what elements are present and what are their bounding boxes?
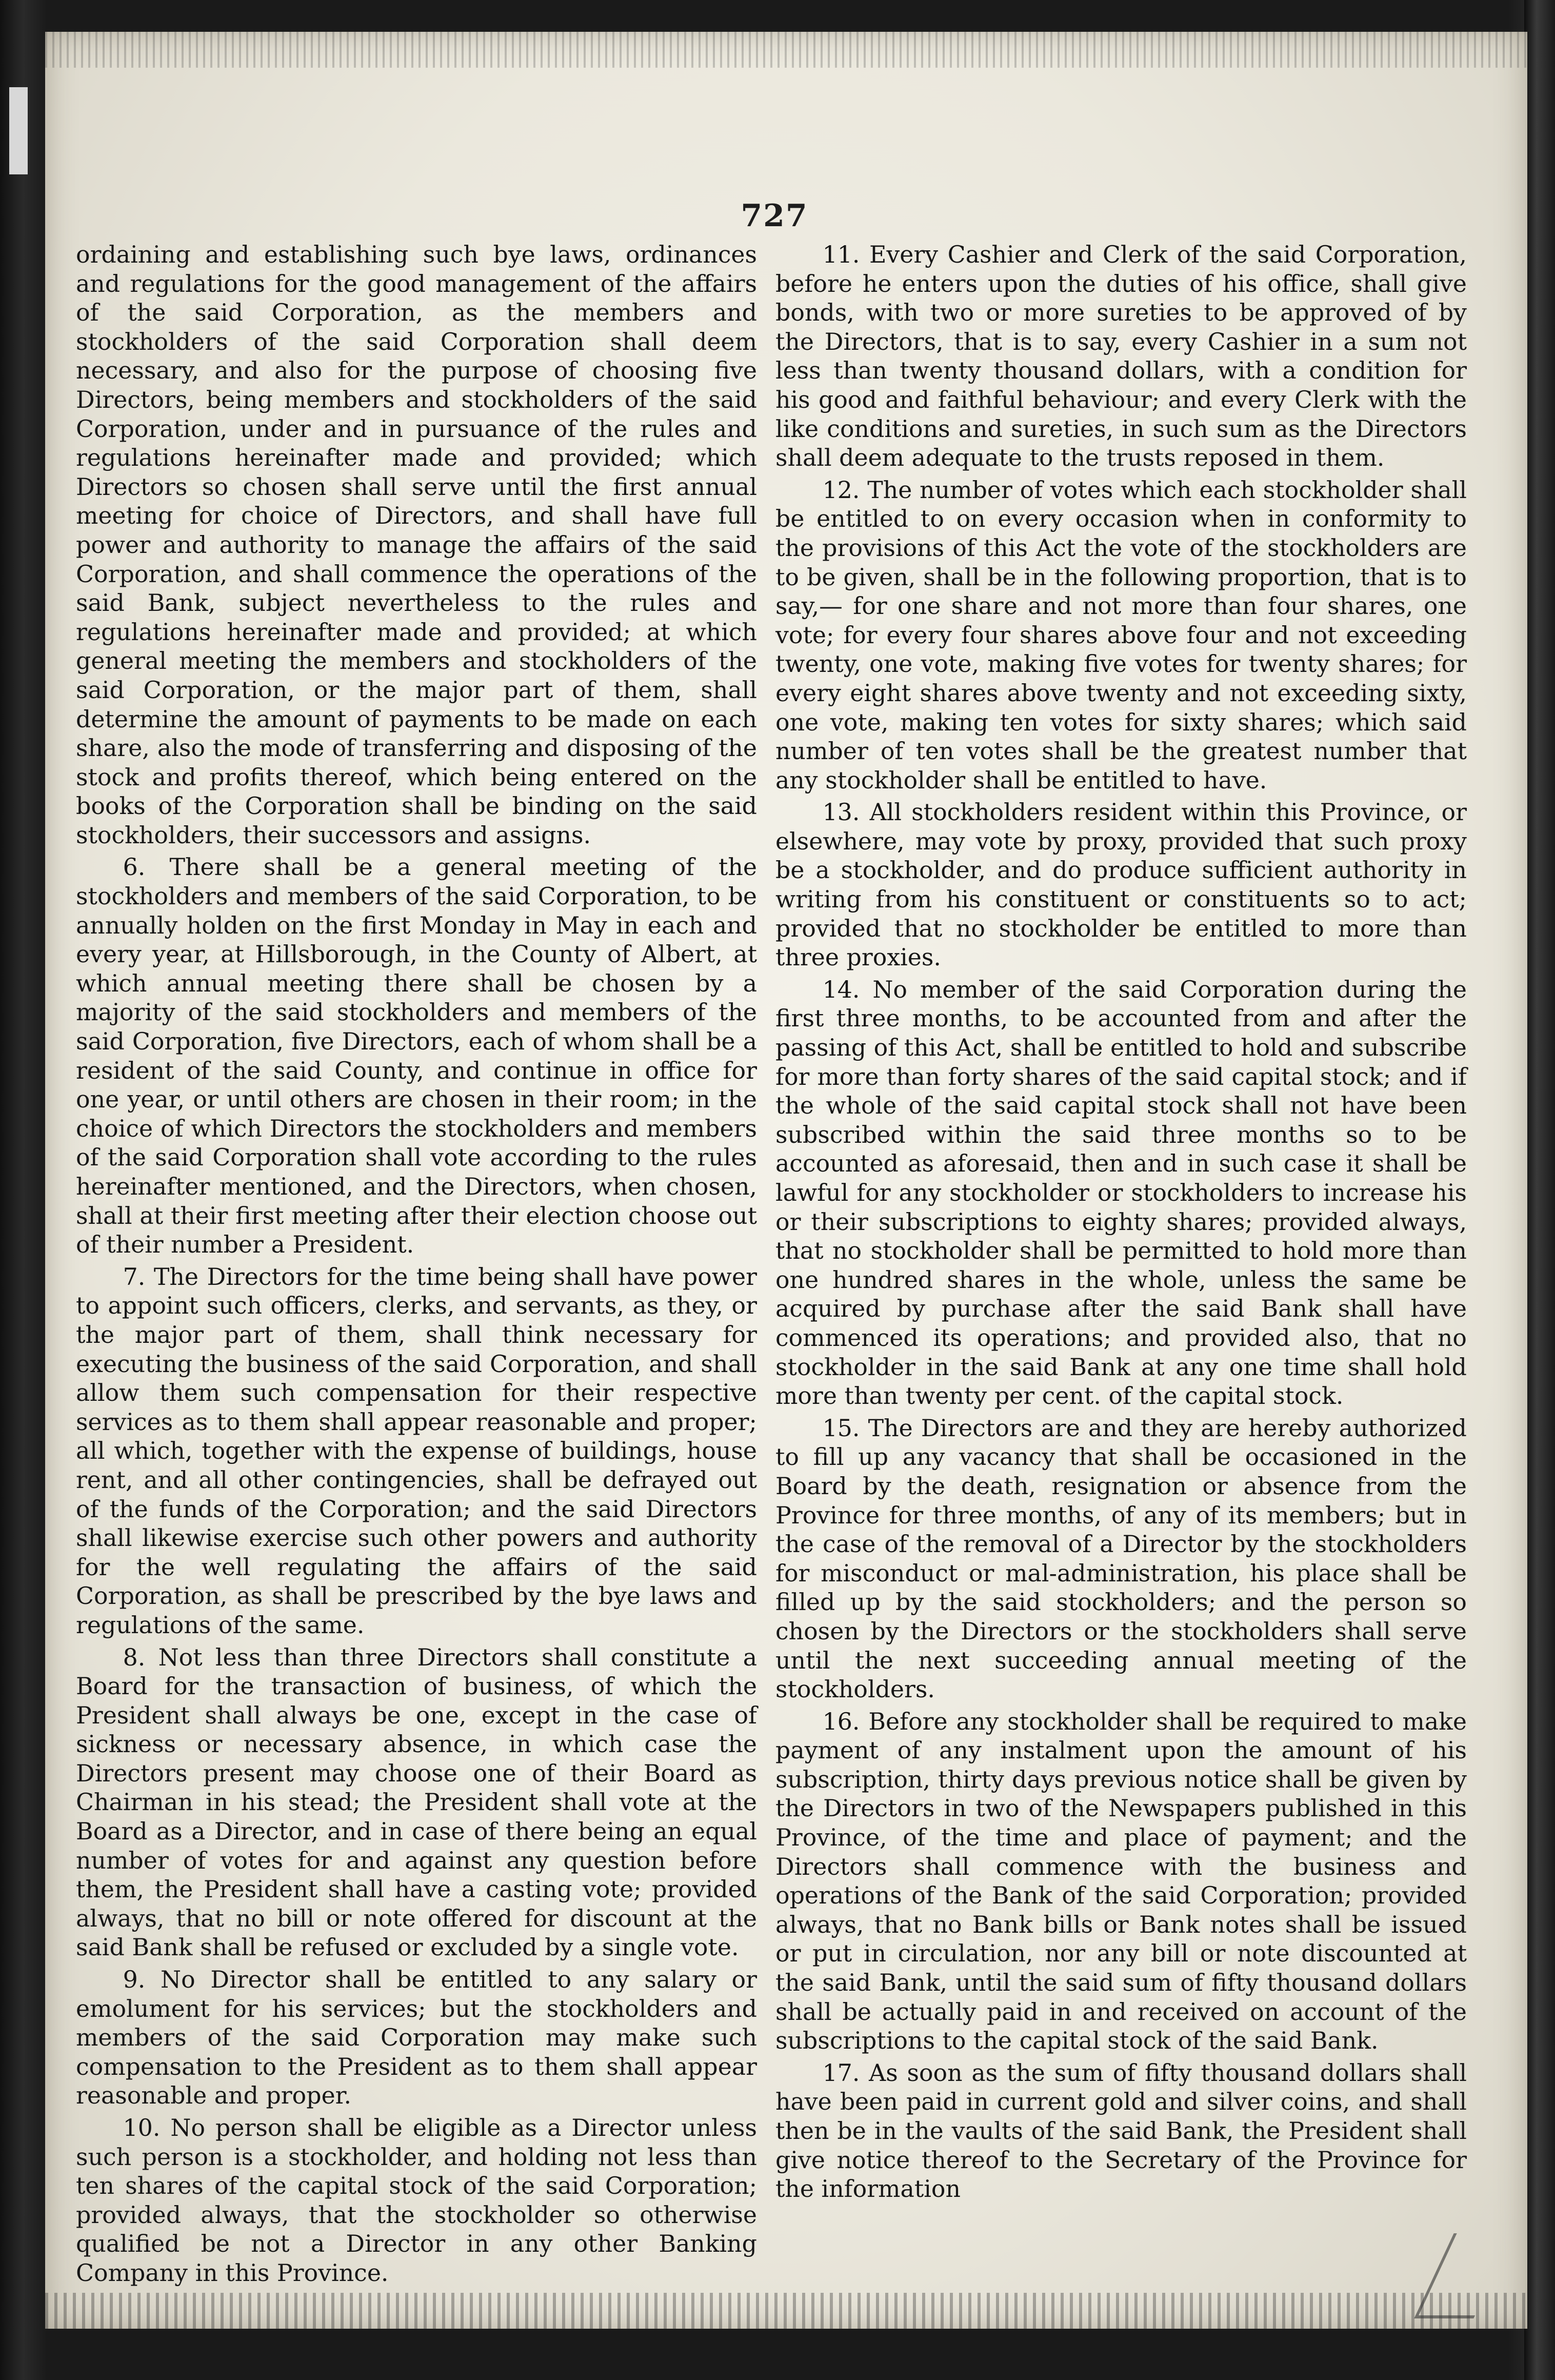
section-13: 13. All stockholders resident within this Province, or elsewhere, may vote by proxy, provided that such proxy be a stockholder, and do produce sufficient authority in writing from his constituent or constituents so to act; provided that no stockholder be entitled to more than three proxies.	[775, 798, 1467, 971]
section-14: 14. No member of the said Corporation during the first three months, to be accounted from and after the passing of this Act, shall be entitled to hold and subscribe for more than forty shares of the said capital stock; and if the whole of the said capital stock shall not have been subscribed within the said three months so to be accounted as aforesaid, then and in such case it shall be lawful for any stockholder or stockholders to increase his or their subscriptions to eighty shares; provided always, that no stockholder shall be permitted to hold more than one hundred shares in the whole, unless the same be acquired by purchase after the said Bank shall have commenced its operations; and provided also, that no stockholder in the said Bank at any one time shall hold more than twenty per cent. of the capital stock.	[775, 975, 1467, 1410]
left-column	[76, 240, 757, 2288]
page-bottom-edge	[45, 2293, 1527, 2329]
right-column	[775, 240, 1467, 2204]
section-10: 10. No person shall be eligible as a Director unless such person is a stockholder, and holding not less than ten shares of the capital stock of the said Corporation; provided always, that the stockholder so otherwise qualified be not a Director in any other Banking Company in this Province.	[76, 2114, 757, 2287]
section-15: 15. The Directors are and they are hereby authorized to fill up any vacancy that shall be occasioned in the Board by the death, resignation or absence from the Province for three months, of any of its members; but in the case of the removal of a Director by the stockholders for misconduct or mal-administration, his place shall be filled up by the said stockholders; and the person so chosen by the Directors or the stockholders shall serve until the next succeeding annual meeting of the stockholders.	[775, 1414, 1467, 1703]
section-9: 9. No Director shall be entitled to any salary or emolument for his services; but the stockholders and members of the said Corporation may make such compensation to the President as to them shall appear reasonable and proper.	[76, 1966, 757, 2110]
page-number: 727	[741, 198, 808, 234]
paragraph-5-continuation: ordaining and establishing such bye laws, ordinances and regulations for the good management of the affairs of the said Corporation, as the members and stockholders of the said Corporation shall deem necessary, and also for the purpose of choosing five Directors, being members and stockholders of the said Corporation, under and in pursuance of the rules and regulations hereinafter made and provided; which Directors so chosen shall serve until the first annual meeting for choice of Directors, and shall have full power and authority to manage the affairs of the said Corporation, and shall commence the operations of the said Bank, subject nevertheless to the rules and regulations hereinafter made and provided; at which general meeting the members and stockholders of the said Corporation, or the major part of them, shall determine the amount of payments to be made on each share, also the mode of transferring and disposing of the stock and profits thereof, which being entered on the books of the Corporation shall be binding on the said stockholders, their successors and assigns.	[76, 241, 757, 849]
section-8: 8. Not less than three Directors shall constitute a Board for the transaction of business, of which the President shall always be one, except in the case of sickness or necessary absence, in which case the Directors present may choose one of their Board as Chairman in his stead; the President shall vote at the Board as a Director, and in case of there being an equal number of votes for and against any question before them, the President shall have a casting vote; provided always, that no bill or note offered for discount at the said Bank shall be refused or excluded by a single vote.	[76, 1643, 757, 1961]
section-12: 12. The number of votes which each stockholder shall be entitled to on every occasion when in conformity to the provisions of this Act the vote of the stockholders are to be given, shall be in the following proportion, that is to say,— for one share and not more than four shares, one vote; for every four shares above four and not exceeding twenty, one vote, making five votes for twenty shares; for every eight shares above twenty and not exceeding sixty, one vote, making ten votes for sixty shares; which said number of ten votes shall be the greatest number that any stockholder shall be entitled to have.	[775, 475, 1467, 794]
scanner-edge-shadow	[1524, 0, 1555, 2380]
page-top-edge	[45, 32, 1527, 68]
section-17: 17. As soon as the sum of fifty thousand dollars shall have been paid in current gold and silver coins, and shall then be in the vaults of the said Bank, the President shall give notice thereof to the Secretary of the Province for the information	[775, 2058, 1467, 2203]
section-7: 7. The Directors for the time being shall have power to appoint such officers, clerks, and servants, as they, or the major part of them, shall think necessary for executing the business of the said Corporation, and shall allow them such compensation for their respective services as to them shall appear reasonable and proper; all which, together with the expense of buildings, house rent, and all other contingencies, shall be defrayed out of the funds of the Corporation; and the said Directors shall likewise exercise such other powers and authority for the well regulating the affairs of the said Corporation, as shall be prescribed by the bye laws and regulations of the same.	[76, 1262, 757, 1639]
section-11: 11. Every Cashier and Clerk of the said Corporation, before he enters upon the duties of his office, shall give bonds, with two or more sureties to be approved of by the Directors, that is to say, every Cashier in a sum not less than twenty thousand dollars, with a condition for his good and faithful behaviour; and every Clerk with the like conditions and sureties, in such sum as the Directors shall deem adequate to the trusts reposed in them.	[775, 241, 1467, 472]
scanner-edge-mark	[9, 87, 28, 174]
section-16: 16. Before any stockholder shall be required to make payment of any instalment upon the amount of his subscription, thirty days previous notice shall be given by the Directors in two of the Newspapers published in this Province, of the time and place of payment; and the Directors shall commence with the business and operations of the Bank of the said Corporation; provided always, that no Bank bills or Bank notes shall be issued or put in circulation, nor any bill or note discounted at the said Bank, until the said sum of fifty thousand dollars shall be actually paid in and received on account of the subscriptions to the capital stock of the said Bank.	[775, 1707, 1467, 2055]
section-6: 6. There shall be a general meeting of the stockholders and members of the said Corporation, to be annually holden on the first Monday in May in each and every year, at Hillsborough, in the County of Albert, at which annual meeting there shall be chosen by a majority of the said stockholders and members of the said Corporation, five Directors, each of whom shall be a resident of the said County, and continue in office for one year, or until others are chosen in their room; in the choice of which Directors the stockholders and members of the said Corporation shall vote according to the rules hereinafter mentioned, and the Directors, when chosen, shall at their first meeting after their election choose out of their number a President.	[76, 853, 757, 1259]
